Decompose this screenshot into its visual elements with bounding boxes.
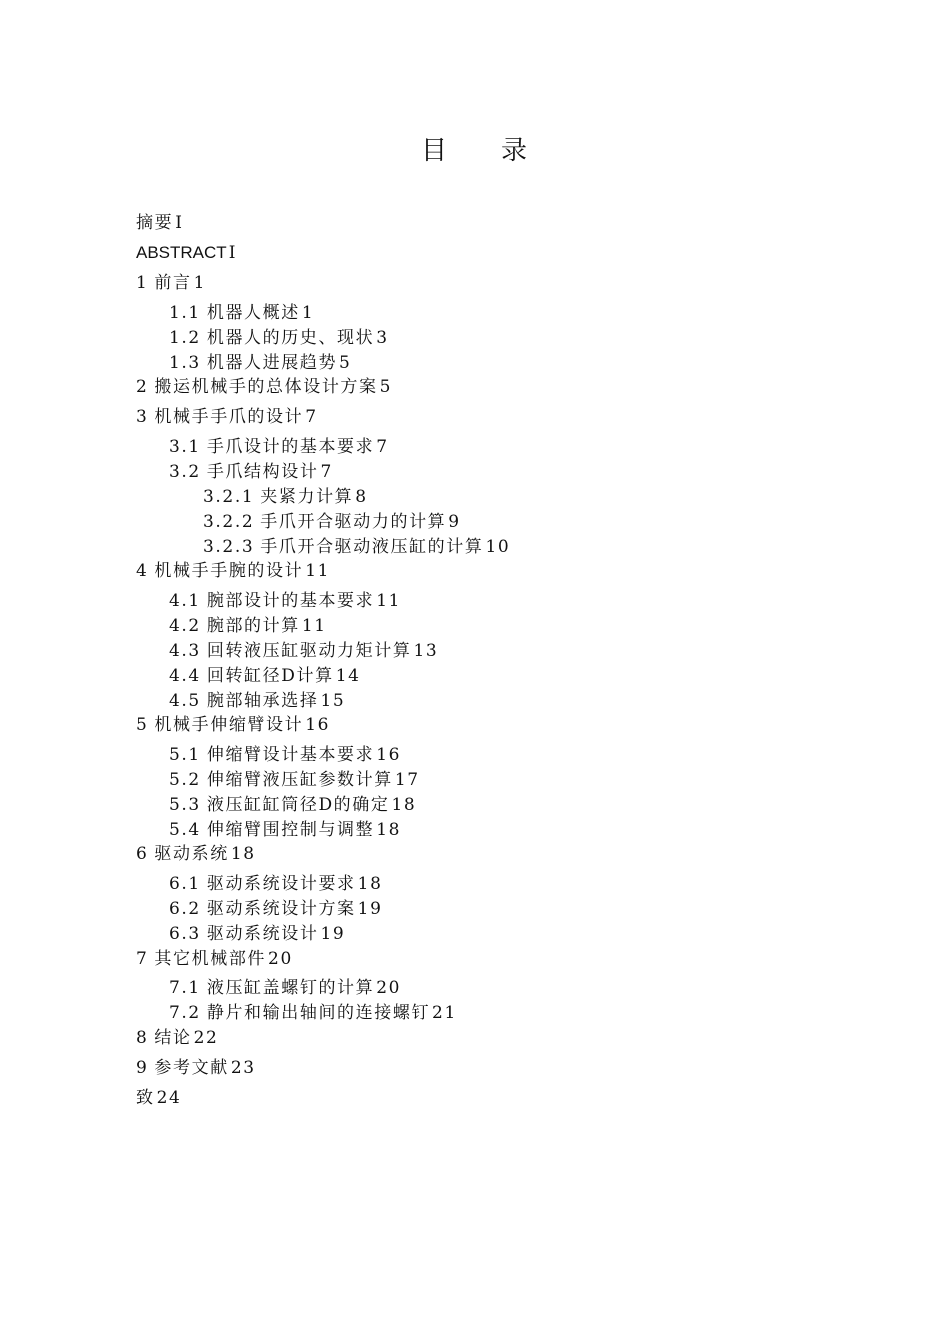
toc-entry-number: 6	[136, 844, 149, 864]
toc-entry-title: 腕部的计算	[206, 616, 300, 636]
toc-entry-number: 5.1	[169, 745, 201, 765]
toc-entry-title: 伸缩臂围控制与调整	[206, 820, 375, 840]
toc-entry-page: 10	[485, 537, 511, 557]
toc-entry-page: 1	[193, 273, 207, 293]
toc-entry-page: 5	[379, 377, 393, 397]
toc-entry[interactable]	[136, 406, 318, 428]
toc-entry-page: 8	[355, 487, 368, 507]
toc-entry[interactable]	[136, 272, 206, 294]
toc-entry-title: 机械手伸缩臂设计	[154, 715, 304, 735]
toc-entry-title: 其它机械部件	[154, 949, 267, 969]
toc-entry-title: 机械手手爪的设计	[154, 407, 304, 427]
toc-entry-number: 7.2	[169, 1003, 201, 1023]
toc-entry[interactable]	[203, 536, 510, 558]
toc-entry[interactable]	[169, 615, 327, 637]
toc-entry-number: 5	[136, 715, 149, 735]
toc-entry-number: 3	[136, 407, 149, 427]
toc-entry-page: 17	[394, 770, 420, 790]
toc-entry-number: 3.2.1	[203, 487, 255, 507]
toc-entry[interactable]	[169, 769, 420, 791]
toc-entry-number: 4.5	[169, 691, 201, 711]
toc-entry-number: 4.1	[169, 591, 201, 611]
toc-entry-title: 伸缩臂液压缸参数计算	[206, 770, 393, 790]
toc-entry-number: 6.2	[169, 899, 201, 919]
toc-entry-title: 参考文献	[154, 1058, 229, 1078]
toc-entry[interactable]	[136, 560, 330, 582]
toc-entry-page: 23	[230, 1058, 256, 1078]
toc-entry-title: 液压缸盖螺钉的计算	[206, 978, 375, 998]
toc-entry[interactable]	[169, 461, 333, 483]
toc-entry-page: 9	[448, 512, 461, 532]
toc-entry[interactable]	[169, 352, 351, 374]
toc-entry-number: 5.3	[169, 795, 201, 815]
toc-entry-page: 5	[339, 353, 352, 373]
toc-entry-number: 8	[136, 1028, 149, 1048]
toc-entry-page: 18	[357, 874, 383, 894]
toc-entry[interactable]	[169, 1002, 457, 1024]
toc-entry-title: 手爪开合驱动力的计算	[260, 512, 447, 532]
toc-entry-page: 7	[305, 407, 318, 427]
toc-entry[interactable]	[136, 843, 256, 865]
toc-entry[interactable]	[169, 436, 389, 458]
toc-entry-title: 驱动系统	[154, 844, 229, 864]
toc-entry-title: ABSTRACT	[136, 243, 227, 262]
toc-entry-title: 驱动系统设计	[206, 924, 319, 944]
toc-entry[interactable]	[203, 486, 368, 508]
toc-entry-number: 6.1	[169, 874, 201, 894]
toc-entry-title: 回转液压缸驱动力矩计算	[206, 641, 412, 661]
toc-entry-title: 手爪设计的基本要求	[206, 437, 375, 457]
toc-entry-number: 2	[136, 377, 149, 397]
toc-entry[interactable]	[169, 327, 389, 349]
toc-entry-number: 5.2	[169, 770, 201, 790]
toc-entry-title: 腕部设计的基本要求	[206, 591, 375, 611]
toc-entry-title: 机械手手腕的设计	[154, 561, 304, 581]
toc-entry-number: 1	[136, 273, 149, 293]
toc-entry-number: 7	[136, 949, 149, 969]
toc-entry[interactable]	[169, 302, 314, 324]
toc-entry-number: 3.2.2	[203, 512, 255, 532]
toc-entry[interactable]	[169, 819, 401, 841]
toc-entry-page: 24	[156, 1088, 182, 1108]
toc-entry[interactable]	[136, 376, 392, 398]
toc-entry-page: 15	[320, 691, 346, 711]
toc-entry-title: 搬运机械手的总体设计方案	[154, 377, 378, 397]
toc-entry-title: 手爪结构设计	[206, 462, 319, 482]
toc-entry-page: 21	[432, 1003, 457, 1023]
toc-entry-page: 19	[320, 924, 346, 944]
title-char-left: 目	[420, 136, 449, 166]
toc-entry-number: 3.1	[169, 437, 201, 457]
toc-entry-page: 18	[391, 795, 417, 815]
toc-entry-title: 静片和输出轴间的连接螺钉	[206, 1003, 431, 1023]
toc-entry[interactable]	[169, 794, 416, 816]
toc-entry[interactable]	[136, 714, 330, 736]
toc-entry-title: 前言	[154, 273, 192, 293]
toc-entry-page: 13	[413, 641, 439, 661]
toc-entry[interactable]	[169, 873, 383, 895]
toc-entry-number: 1.3	[169, 353, 201, 373]
toc-entry-title: 机器人的历史、现状	[206, 328, 375, 348]
toc-entry-page: 16	[305, 715, 331, 735]
toc-entry-number: 4.2	[169, 616, 201, 636]
toc-entry-page: 7	[376, 437, 389, 457]
toc-entry-number: 1.1	[169, 303, 201, 323]
toc-entry[interactable]	[136, 1057, 256, 1079]
title-char-right: 录	[501, 136, 530, 166]
toc-entry-title: 机器人进展趋势	[206, 353, 338, 373]
toc-entry-page: 18	[230, 844, 256, 864]
toc-entry-number: 5.4	[169, 820, 201, 840]
toc-entry-page: 19	[357, 899, 383, 919]
toc-entry-page: 20	[268, 949, 293, 969]
toc-entry-title: 机器人概述	[206, 303, 300, 323]
toc-entry[interactable]	[136, 242, 237, 264]
toc-entry[interactable]	[169, 665, 361, 687]
toc-entry-number: 4.3	[169, 641, 201, 661]
toc-entry-title: 夹紧力计算	[260, 487, 354, 507]
toc-entry-title: 腕部轴承选择	[206, 691, 319, 711]
toc-entry[interactable]	[169, 744, 401, 766]
toc-entry[interactable]	[203, 511, 461, 533]
toc-entry-page: I	[228, 243, 238, 263]
toc-entry-page: 1	[301, 303, 315, 323]
toc-entry[interactable]	[169, 690, 345, 712]
toc-entry-page: 7	[320, 462, 333, 482]
toc-entry[interactable]	[136, 212, 184, 234]
toc-entry[interactable]	[169, 590, 401, 612]
toc-entry-page: 11	[305, 561, 331, 581]
toc-entry-page: I	[175, 213, 184, 233]
toc-entry-page: 22	[193, 1028, 219, 1048]
toc-entry-page: 14	[335, 666, 361, 686]
toc-entry-page: 20	[376, 978, 402, 998]
toc-entry[interactable]	[136, 1027, 218, 1049]
toc-entry-page: 16	[376, 745, 402, 765]
toc-entry-page: 18	[376, 820, 402, 840]
toc-entry[interactable]	[169, 898, 383, 920]
toc-entry-number: 3.2	[169, 462, 201, 482]
toc-entry-title: 驱动系统设计方案	[206, 899, 356, 919]
toc-entry-page: 3	[376, 328, 389, 348]
toc-entry-title: 致	[136, 1088, 155, 1108]
toc-entry[interactable]	[136, 1087, 181, 1109]
toc-entry[interactable]	[169, 977, 401, 999]
toc-entry-number: 4	[136, 561, 149, 581]
toc-entry-title: 回转缸径D计算	[206, 666, 334, 686]
toc-entry-title: 手爪开合驱动液压缸的计算	[260, 537, 484, 557]
toc-entry-title: 液压缸缸筒径D的确定	[206, 795, 390, 815]
toc-entry-title: 驱动系统设计要求	[206, 874, 356, 894]
toc-entry[interactable]	[169, 640, 438, 662]
toc-entry-number: 4.4	[169, 666, 201, 686]
toc-entry[interactable]	[169, 923, 345, 945]
toc-entry-number: 6.3	[169, 924, 201, 944]
toc-entry-title: 结论	[154, 1028, 192, 1048]
toc-entry-number: 1.2	[169, 328, 201, 348]
toc-entry-number: 7.1	[169, 978, 201, 998]
toc-entry-number: 3.2.3	[203, 537, 255, 557]
toc-entry-number: 9	[136, 1058, 149, 1078]
toc-entry-page: 11	[376, 591, 402, 611]
toc-entry-title: 摘要	[136, 213, 174, 233]
toc-entry[interactable]	[136, 948, 293, 970]
toc-entry-title: 伸缩臂设计基本要求	[206, 745, 375, 765]
toc-entry-page: 11	[301, 616, 327, 636]
